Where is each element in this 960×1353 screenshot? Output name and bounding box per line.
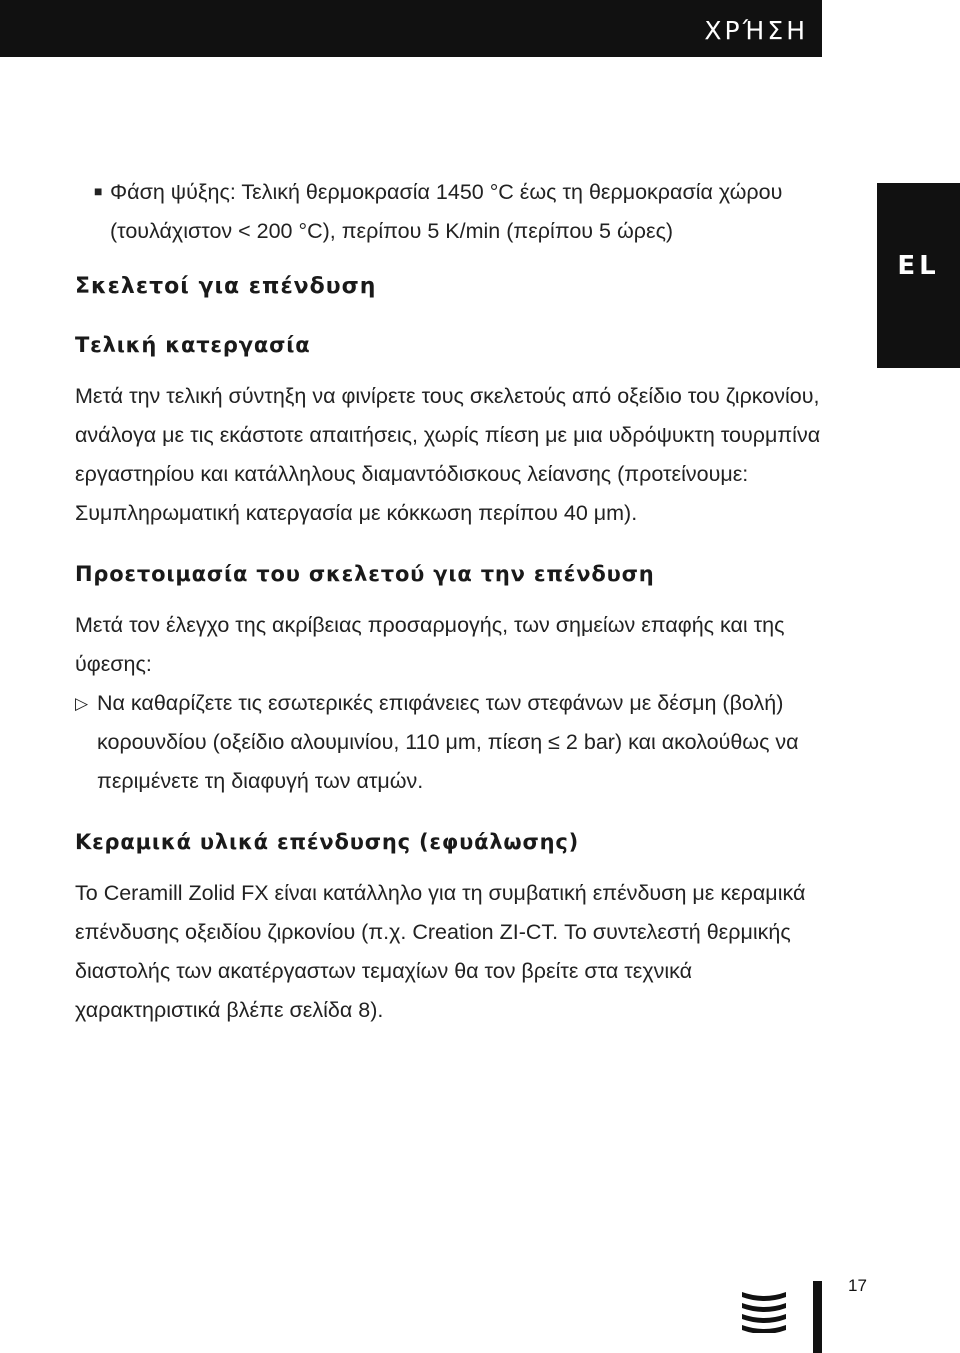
page-content <box>75 172 835 1030</box>
instruction-step <box>75 684 835 801</box>
square-bullet-icon: ■ <box>94 183 103 199</box>
instruction-step-text: Να καθαρίζετε τις εσωτερικές επιφάνειες των στεφάνων με δέσμη (βολή) κορουνδίου (οξείδιο αλουμινίου, 110 μm, πίεση ≤ 2 bar) και ακολούθως να περιμένετε τη διαφυγή των ατμών. <box>97 691 799 793</box>
section-text-finishing: Μετά την τελική σύντηξη να φινίρετε τους σκελετούς από οξείδιο του ζιρκονίου, ανάλογα με τις εκάστοτε απαιτήσεις, χωρίς πίεση με μια υδρόψυκτη τουρμπίνα εργαστηρίου και κατάλληλους διαμαντόδισκους λείανσης (προτείνουμε: Συμπληρωματική κατεργασία με κόκκωση περίπου 40 μm). <box>75 384 821 525</box>
bullet-text: Φάση ψύξης: Τελική θερμοκρασία 1450 °C έως τη θερμοκρασία χώρου (τουλάχιστον < 200 °C), περίπου 5 K/min (περίπου 5 ώρες) <box>110 180 783 243</box>
section-heading-ceramics: Κεραμικά υλικά επένδυσης (εφυάλωσης) <box>75 830 580 854</box>
header-bar <box>0 0 822 57</box>
footer-divider <box>813 1281 822 1353</box>
language-label: EL <box>897 251 940 281</box>
page-number: 17 <box>848 1276 867 1295</box>
section-heading-preparation: Προετοιμασία του σκελετού για την επένδυση <box>75 562 655 586</box>
bullet-item <box>75 172 835 251</box>
main-heading: Σκελετοί για επένδυση <box>75 274 377 299</box>
section-title: ΧΡΉΣΗ <box>704 16 808 45</box>
section-text-preparation: Μετά τον έλεγχο της ακρίβειας προσαρμογής, των σημείων επαφής και της ύφεσης: <box>75 613 785 676</box>
language-tab <box>877 183 960 368</box>
triangle-arrow-icon: ▷ <box>75 694 89 713</box>
section-heading-finishing: Τελική κατεργασία <box>75 333 311 357</box>
section-text-ceramics: Το Ceramill Zolid FX είναι κατάλληλο για τη συμβατική επένδυση με κεραμικά επένδυσης οξειδίου ζιρκονίου (π.χ. Creation ZI-CT. Το συντελεστή θερμικής διαστολής των ακατέργαστων τεμαχίων θα τον βρείτε στα τεχνικά χαρακτηριστικά βλέπε σελίδα 8). <box>75 881 806 1022</box>
brand-stripes-icon <box>740 1288 788 1333</box>
